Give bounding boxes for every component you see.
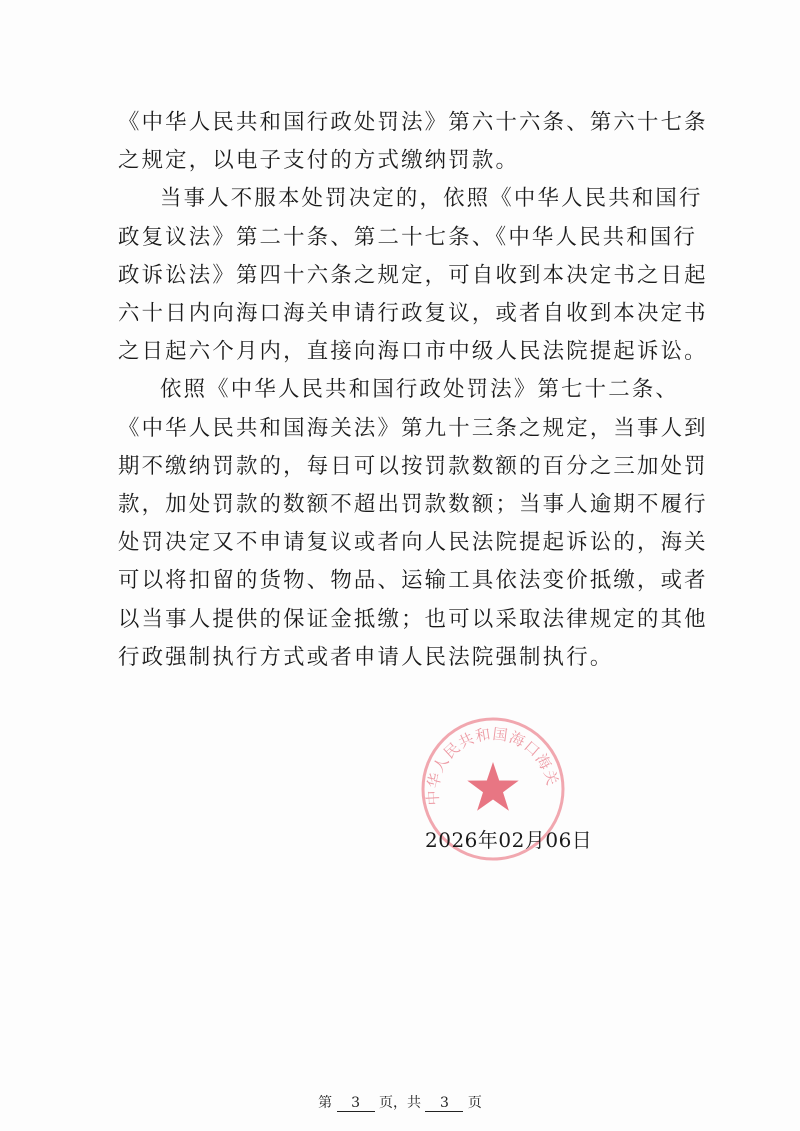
paragraph-2 (118, 180, 708, 371)
paragraph-line: 政复议法》第二十条、第二十七条、《中华人民共和国行 (118, 224, 698, 250)
paragraph-line: 以当事人提供的保证金抵缴；也可以采取法律规定的其他 (118, 606, 708, 632)
paragraph-line: 政诉讼法》第四十六条之规定，可自收到本决定书之日起 (118, 262, 708, 288)
paragraph-line: 《中华人民共和国海关法》第九十三条之规定，当事人到 (118, 415, 708, 441)
paragraph-line: 之规定，以电子支付的方式缴纳罚款。 (118, 148, 520, 174)
total-pages-number: 3 (425, 1095, 463, 1112)
paragraph-line: 处罚决定又不申请复议或者向人民法院提起诉讼的，海关 (118, 530, 708, 556)
star-icon (467, 762, 518, 811)
footer-prefix: 第 (318, 1095, 333, 1111)
footer-middle: 页，共 (379, 1095, 421, 1111)
page-footer (0, 1092, 800, 1112)
paragraph-line: 款，加处罚款的数额不超出罚款数额；当事人逾期不履行 (118, 492, 708, 518)
paragraph-line: 期不缴纳罚款的，每日可以按罚款数额的百分之三加处罚 (118, 453, 708, 479)
document-body (118, 104, 708, 677)
paragraph-line: 六十日内向海口海关申请行政复议，或者自收到本决定书 (118, 301, 708, 327)
paragraph-line: 之日起六个月内，直接向海口市中级人民法院提起诉讼。 (118, 339, 708, 365)
document-date: 2026年02月06日 (425, 828, 593, 852)
paragraph-1 (118, 104, 708, 180)
paragraph-line: 依照《中华人民共和国行政处罚法》第七十二条、 (160, 377, 679, 403)
paragraph-3 (118, 371, 708, 677)
current-page-number: 3 (337, 1095, 375, 1112)
paragraph-line: 行政强制执行方式或者申请人民法院强制执行。 (118, 644, 614, 670)
paragraph-line: 《中华人民共和国行政处罚法》第六十六条、第六十七条 (118, 110, 708, 135)
paragraph-line: 可以将扣留的货物、物品、运输工具依法变价抵缴，或者 (118, 568, 708, 594)
seal-text: 中华人民共和国海口海关 (423, 724, 562, 806)
paragraph-line: 当事人不服本处罚决定的，依照《中华人民共和国行 (160, 186, 703, 212)
footer-suffix: 页 (467, 1095, 482, 1111)
